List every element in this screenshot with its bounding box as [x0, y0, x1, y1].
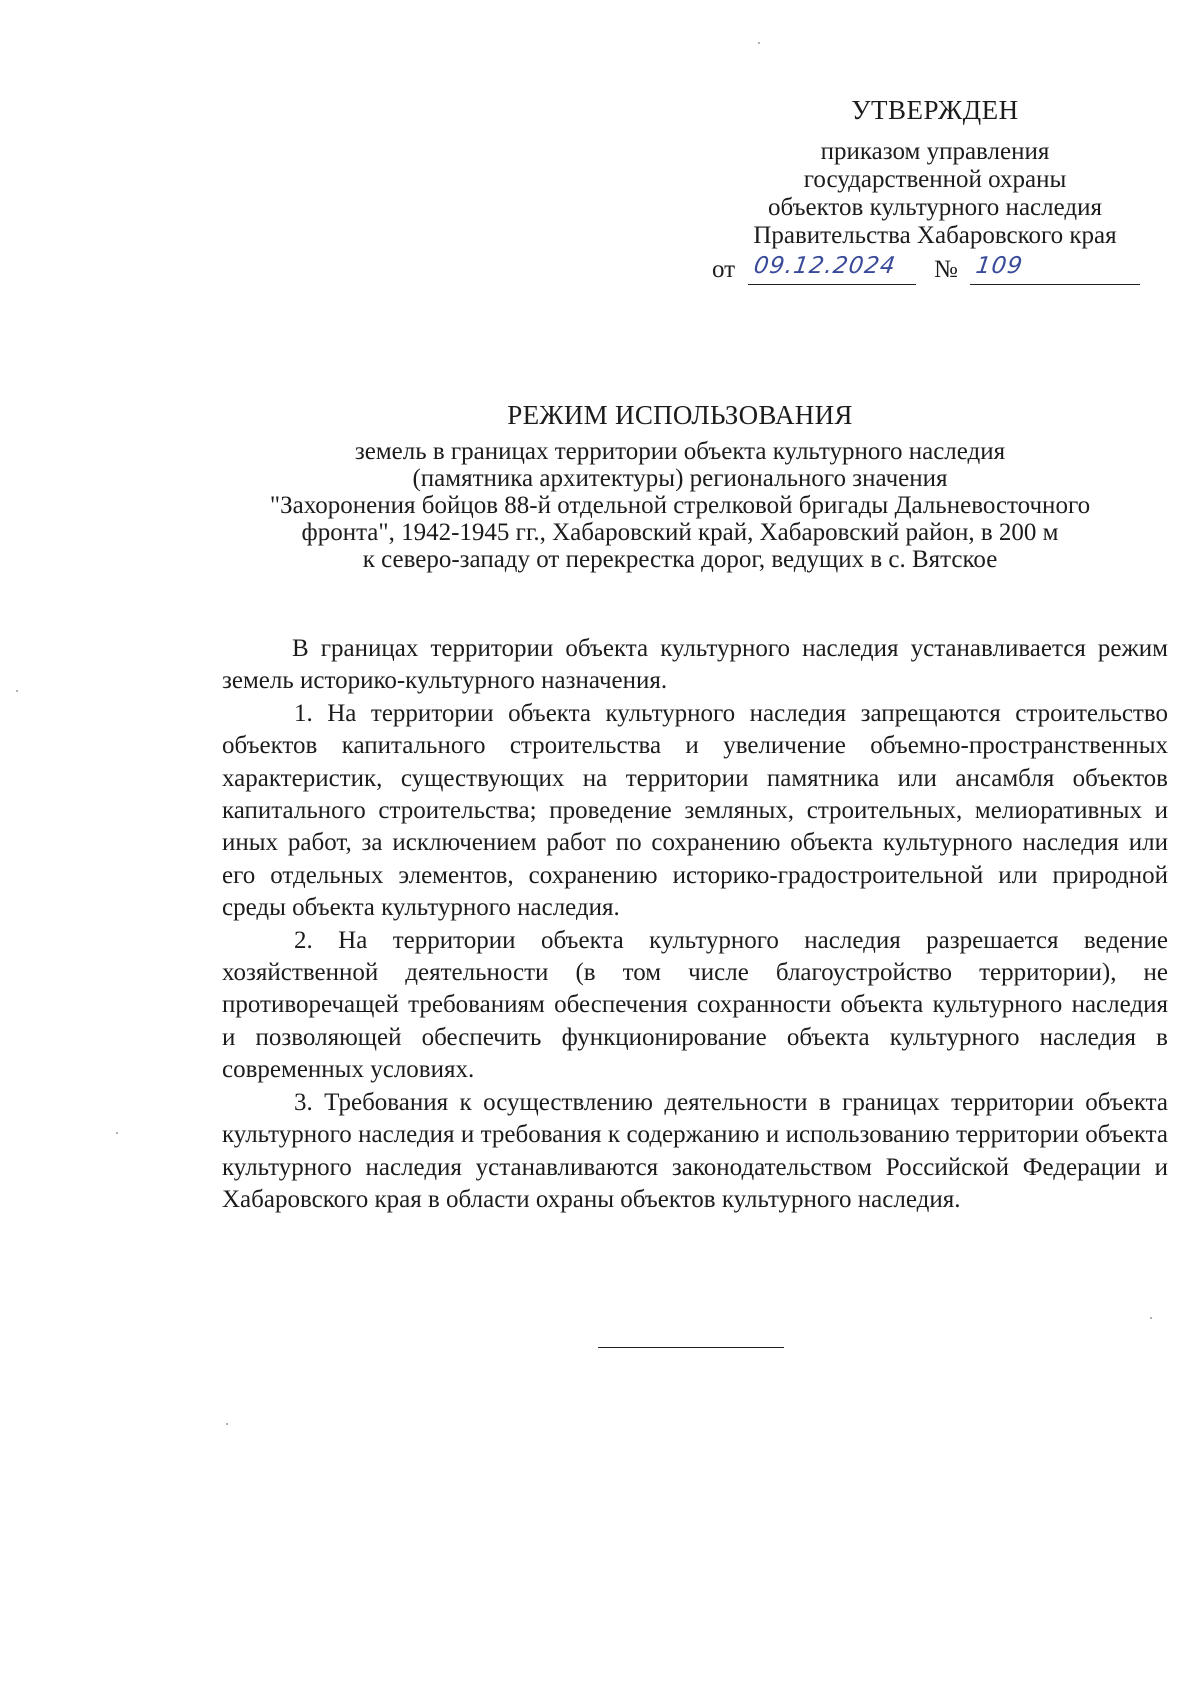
scan-speck: [1150, 1317, 1152, 1319]
document-title: РЕЖИМ ИСПОЛЬЗОВАНИЯ: [507, 400, 853, 430]
date-blank: [748, 252, 916, 285]
intro-paragraph: В границах территории объекта культурного наследия устанавливается режим земель историко-культурного назначения.: [222, 635, 1168, 695]
scan-speck: [758, 42, 760, 44]
scan-speck: [116, 1132, 118, 1134]
document-body: [222, 633, 1168, 1216]
approval-block: [712, 95, 1140, 283]
document-title-block: [200, 402, 1160, 573]
handwritten-date: 09.12.2024: [752, 253, 898, 279]
number-blank: [970, 252, 1140, 285]
date-prefix: от: [712, 256, 736, 283]
title-line: к северо-западу от перекрестка дорог, ведущих в с. Вятское: [362, 546, 998, 573]
approval-line: приказом управления: [820, 138, 1050, 165]
number-prefix: №: [934, 256, 958, 283]
approval-line: объектов культурного наследия: [768, 194, 1102, 221]
title-line: фронта", 1942-1945 гг., Хабаровский край, Хабаровский район, в 200 м: [301, 519, 1059, 546]
scan-speck: [226, 1423, 228, 1425]
order-date-number-row: [712, 252, 1152, 288]
handwritten-number: 109: [974, 253, 1025, 279]
title-line: "Захоронения бойцов 88-й отдельной стрелковой бригады Дальневосточного: [269, 492, 1091, 519]
clause-2-paragraph: 2. На территории объекта культурного наследия разрешается ведение хозяйственной деятельности (в том числе благоустройство территории), не противоречащей требованиям обеспечения сохранности объекта культурного наследия и позволяющей обеспечить функционирование объекта культурного наследия в современных условиях.: [222, 926, 1168, 1084]
clause-1-paragraph: 1. На территории объекта культурного наследия запрещаются строительство объектов капитального строительства и увеличение объемно-пространственных характеристик, существующих на территории памятника или ансамбля объектов капитального строительства; проведение земляных, строительных, мелиоративных и иных работ, за исключением работ по сохранению объекта культурного наследия или его отдельных элементов, сохранению историко-градостроительной или природной среды объекта культурного наследия.: [222, 699, 1168, 922]
end-separator-line: [598, 1347, 784, 1348]
title-line: земель в границах территории объекта культурного наследия: [354, 438, 1006, 465]
approval-line: государственной охраны: [803, 166, 1067, 193]
scan-speck: [16, 690, 18, 692]
title-line: (памятника архитектуры) регионального значения: [412, 465, 948, 492]
approval-heading: УТВЕРЖДЕН: [851, 95, 1019, 125]
approval-line: Правительства Хабаровского края: [753, 222, 1117, 249]
clause-3-paragraph: 3. Требования к осуществлению деятельности в границах территории объекта культурного наследия и требования к содержанию и использованию территории объекта культурного наследия устанавливаются законодательством Российской Федерации и Хабаровского края в области охраны объектов культурного наследия.: [222, 1088, 1168, 1213]
